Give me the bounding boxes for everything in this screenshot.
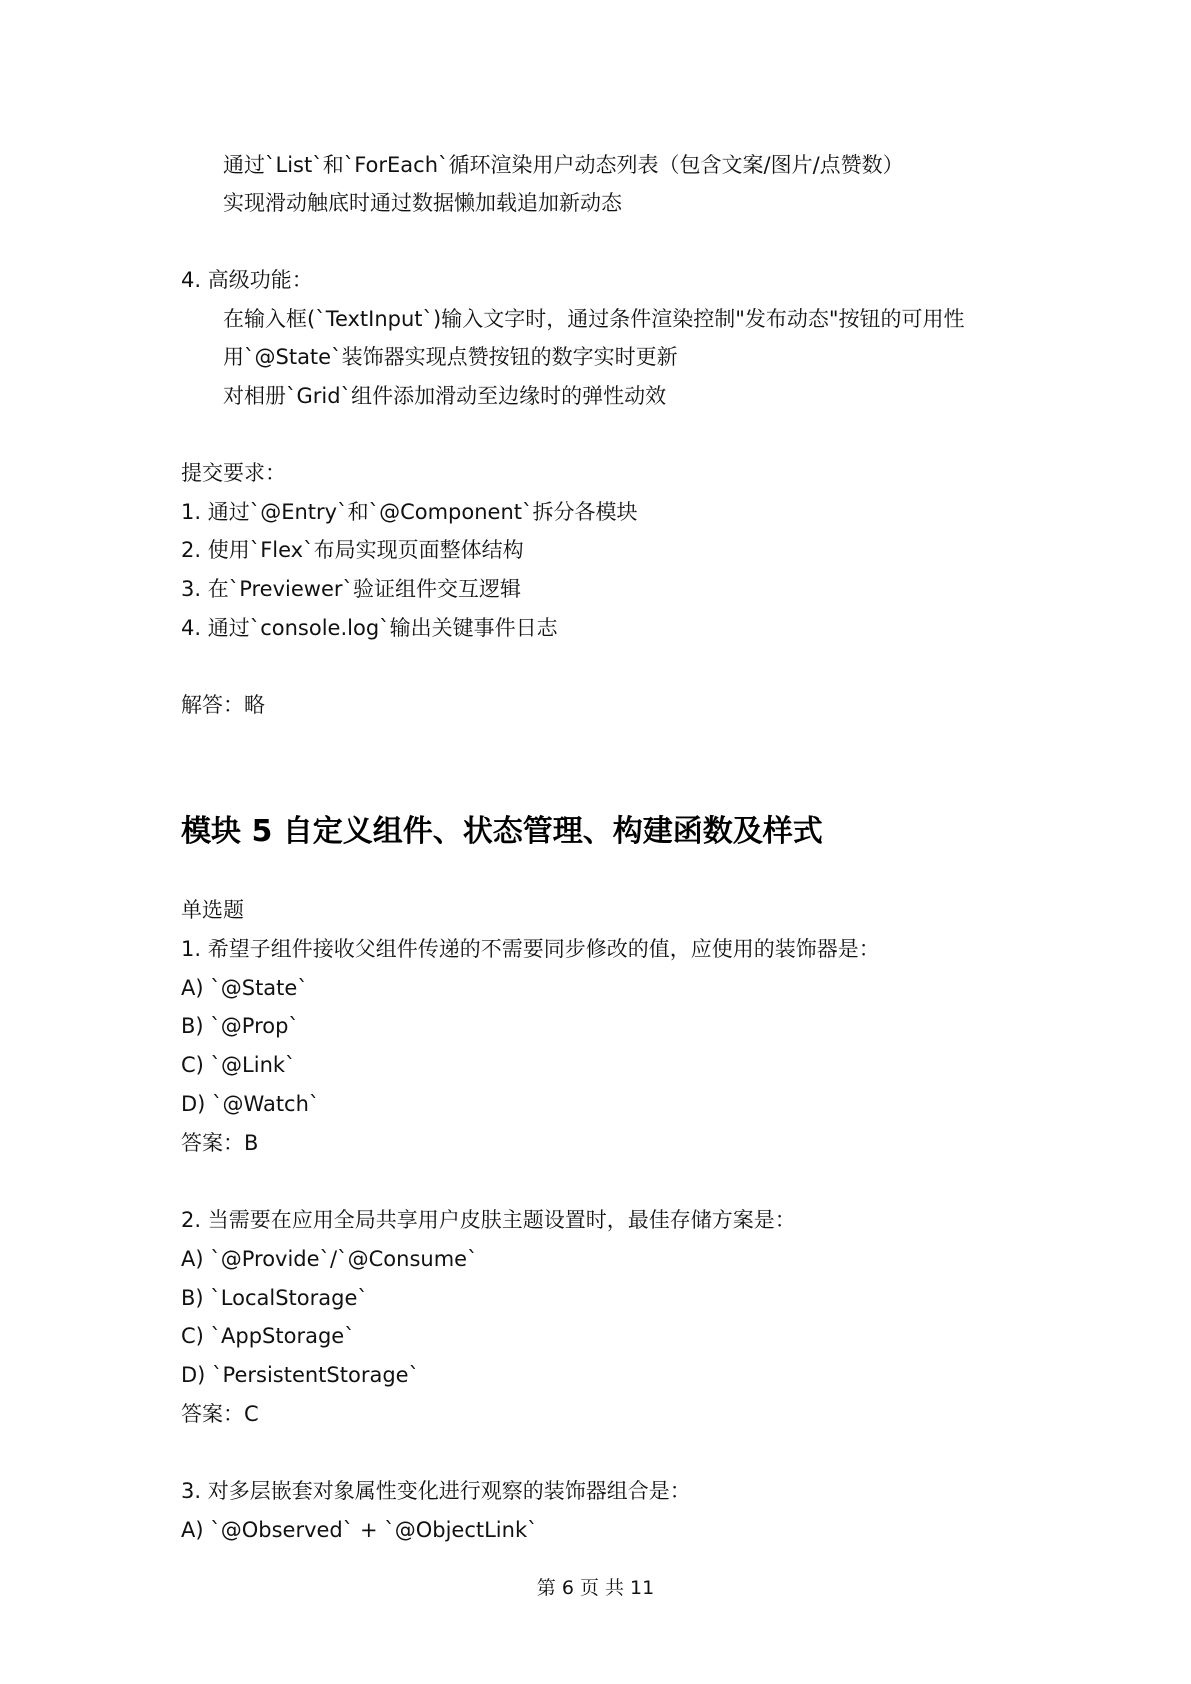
task-detail-line: 实现滑动触底时通过数据懒加载追加新动态 [223,191,622,215]
submission-title: 提交要求： [181,461,286,485]
question-option: D) `@Watch` [181,1092,320,1116]
question-answer: 答案：C [181,1402,259,1426]
task-detail-line: 通过`List`和`ForEach`循环渲染用户动态列表（包含文案/图片/点赞数） [223,153,904,177]
module-heading: 模块 5 自定义组件、状态管理、构建函数及样式 [181,814,823,849]
page-footer: 第 6 页 共 11 [536,1577,655,1599]
question-option: C) `@Link` [181,1053,296,1077]
section-label: 单选题 [181,898,244,922]
question-option: B) `@Prop` [181,1014,299,1038]
question-answer: 答案：B [181,1131,259,1155]
question-option: D) `PersistentStorage` [181,1363,420,1387]
submission-item: 2. 使用`Flex`布局实现页面整体结构 [181,538,524,562]
question-option: A) `@State` [181,976,308,1000]
question-option: A) `@Observed` + `@ObjectLink` [181,1518,538,1542]
submission-item: 1. 通过`@Entry`和`@Component`拆分各模块 [181,500,638,524]
question-option: C) `AppStorage` [181,1324,355,1348]
question-text: 3. 对多层嵌套对象属性变化进行观察的装饰器组合是： [181,1479,691,1503]
advanced-feature-item: 在输入框(`TextInput`)输入文字时，通过条件渲染控制"发布动态"按钮的可用性 [223,307,965,331]
submission-item: 4. 通过`console.log`输出关键事件日志 [181,616,558,640]
submission-item: 3. 在`Previewer`验证组件交互逻辑 [181,577,522,601]
question-text: 2. 当需要在应用全局共享用户皮肤主题设置时，最佳存储方案是： [181,1208,796,1232]
advanced-features-title: 4. 高级功能： [181,268,313,292]
question-option: A) `@Provide`/`@Consume` [181,1247,478,1271]
advanced-feature-item: 对相册`Grid`组件添加滑动至边缘时的弹性动效 [223,384,667,408]
question-option: B) `LocalStorage` [181,1286,368,1310]
advanced-feature-item: 用`@State`装饰器实现点赞按钮的数字实时更新 [223,345,678,369]
question-text: 1. 希望子组件接收父组件传递的不需要同步修改的值，应使用的装饰器是： [181,937,880,961]
solution-text: 解答：略 [181,693,265,717]
